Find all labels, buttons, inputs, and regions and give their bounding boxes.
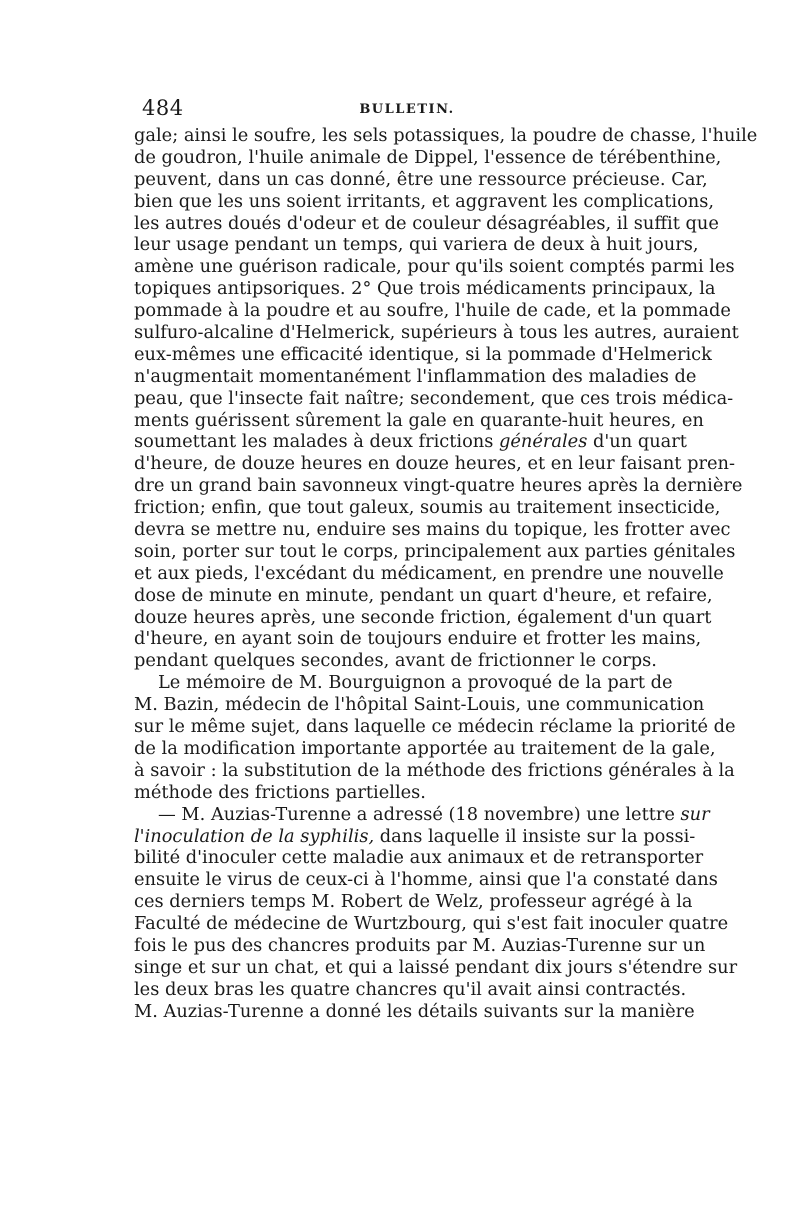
text-line: eux-mêmes une efficacité identique, si la pommade d'Helmerick — [134, 343, 712, 365]
text-segment: — M. Auzias-Turenne a adressé (18 novembre) une lettre — [158, 803, 675, 825]
text-line-mixed — [134, 431, 687, 453]
running-title: BULLETIN. — [359, 102, 455, 117]
text-line: d'heure, en ayant soin de toujours enduire et frotter les mains, — [134, 628, 702, 650]
text-line: devra se mettre nu, enduire ses mains du topique, les frotter avec — [134, 519, 731, 541]
text-line: ces derniers temps M. Robert de Welz, professeur agrégé à la — [134, 891, 693, 913]
italic-segment: l'inoculation de la syphilis, — [134, 825, 375, 847]
text-line: d'heure, de douze heures en douze heures, et en leur faisant pren- — [134, 453, 735, 475]
page-number: 484 — [142, 96, 184, 120]
text-line: les autres doués d'odeur et de couleur désagréables, il suffit que — [134, 212, 719, 234]
text-line: fois le pus des chancres produits par M. Auzias-Turenne sur un — [134, 934, 706, 956]
text-line: amène une guérison radicale, pour qu'ils soient comptés parmi les — [134, 256, 735, 278]
text-line: gale; ainsi le soufre, les sels potassiques, la poudre de chasse, l'huile — [134, 125, 758, 146]
text-line: M. Bazin, médecin de l'hôpital Saint-Louis, une communication — [134, 694, 705, 716]
text-line: de la modification importante apportée au traitement de la gale, — [134, 737, 716, 759]
text-line: Le mémoire de M. Bourguignon a provoqué de la part de — [158, 672, 673, 694]
running-head — [140, 96, 674, 126]
italic-segment: générales — [499, 431, 588, 453]
text-line: friction; enfin, que tout galeux, soumis au traitement insecticide, — [134, 497, 721, 519]
text-segment: dans laquelle il insiste sur la possi- — [379, 825, 696, 847]
text-line: peau, que l'insecte fait naître; secondement, que ces trois médica- — [134, 387, 734, 409]
text-line-mixed — [134, 825, 696, 848]
text-line: topiques antipsoriques. 2° Que trois médicaments principaux, la — [134, 278, 716, 300]
text-line: soin, porter sur tout le corps, principalement aux parties génitales — [134, 540, 736, 562]
text-segment: soumettant les malades à deux frictions — [134, 431, 494, 453]
text-line: ments guérissent sûrement la gale en quarante-huit heures, en — [134, 409, 704, 431]
text-line: leur usage pendant un temps, qui variera de deux à huit jours, — [134, 234, 699, 256]
body-text — [134, 125, 758, 1023]
text-line: n'augmentait momentanément l'inflammation des maladies de — [134, 365, 697, 387]
text-line: de goudron, l'huile animale de Dippel, l'essence de térébenthine, — [134, 146, 722, 168]
text-line: dre un grand bain savonneux vingt-quatre heures après la dernière — [134, 475, 743, 497]
text-line: sur le même sujet, dans laquelle ce médecin réclame la priorité de — [134, 716, 736, 738]
text-line: bien que les uns soient irritants, et aggravent les complications, — [134, 190, 715, 212]
text-line: sulfuro-alcaline d'Helmerick, supérieurs à tous les autres, auraient — [134, 322, 739, 344]
text-line: peuvent, dans un cas donné, être une ressource précieuse. Car, — [134, 168, 708, 190]
text-line: bilité d'inoculer cette maladie aux animaux et de retransporter — [134, 847, 704, 869]
text-line: douze heures après, une seconde friction, également d'un quart — [134, 606, 712, 628]
text-line: pommade à la poudre et au soufre, l'huile de cade, et la pommade — [134, 300, 731, 322]
text-line: ensuite le virus de ceux-ci à l'homme, ainsi que l'a constaté dans — [134, 869, 718, 891]
text-line: et aux pieds, l'excédant du médicament, en prendre une nouvelle — [134, 562, 724, 584]
italic-segment: sur — [680, 803, 710, 825]
text-line: à savoir : la substitution de la méthode des frictions générales à la — [134, 759, 735, 781]
text-line-mixed — [134, 803, 710, 826]
text-line: les deux bras les quatre chancres qu'il avait ainsi contractés. — [134, 978, 687, 1000]
text-line: dose de minute en minute, pendant un quart d'heure, et refaire, — [134, 584, 713, 606]
text-line: Faculté de médecine de Wurtzbourg, qui s'est fait inoculer quatre — [134, 913, 729, 935]
text-line: méthode des frictions partielles. — [134, 781, 426, 803]
text-segment: d'un quart — [593, 431, 687, 453]
text-line: pendant quelques secondes, avant de frictionner le corps. — [134, 650, 657, 672]
text-line: M. Auzias-Turenne a donné les détails suivants sur la manière — [134, 1000, 695, 1022]
text-line: singe et sur un chat, et qui a laissé pendant dix jours s'étendre sur — [134, 956, 738, 978]
